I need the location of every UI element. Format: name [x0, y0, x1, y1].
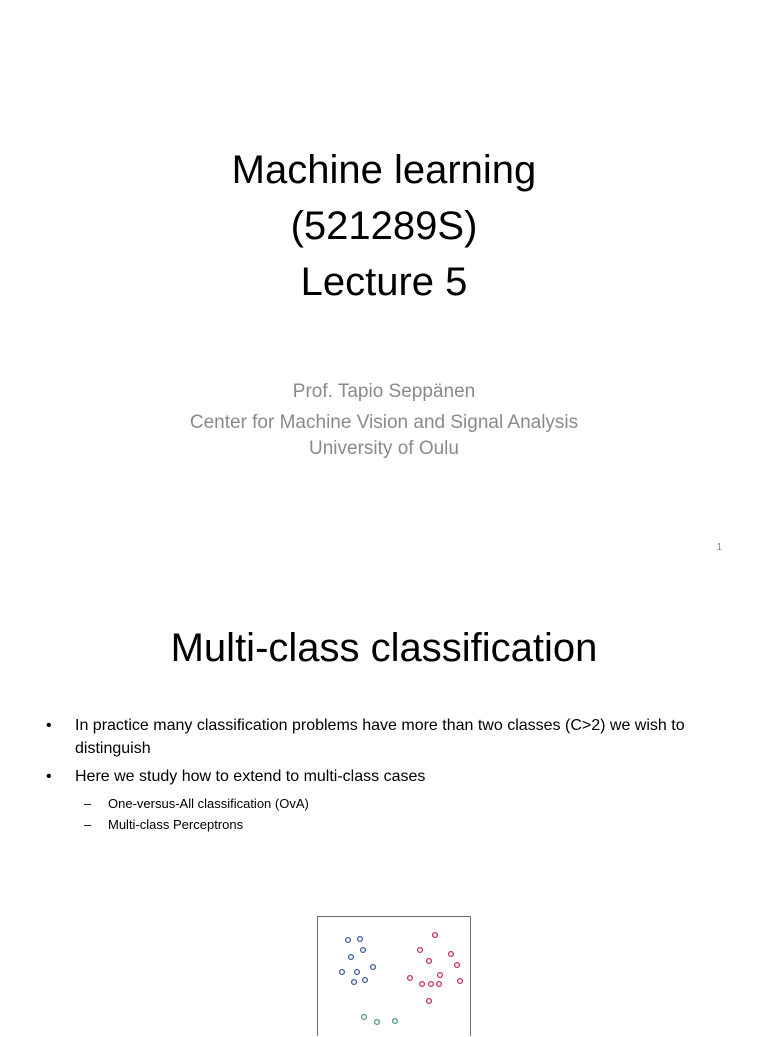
- sub-bullet-item: [46, 814, 736, 835]
- green-point: [362, 1015, 367, 1020]
- blue-point: [361, 948, 366, 953]
- title-line-3: Lecture 5: [300, 260, 468, 304]
- red-point: [437, 982, 442, 987]
- sub-bullet-text: Multi-class Perceptrons: [108, 817, 244, 832]
- affiliation-line-1: Center for Machine Vision and Signal Analysis: [189, 412, 579, 433]
- red-point: [420, 982, 425, 987]
- bullet-item: [46, 765, 736, 788]
- bullet-text: Here we study how to extend to multi-class cases: [75, 768, 426, 785]
- blue-class-points: [340, 937, 376, 985]
- red-point: [429, 982, 434, 987]
- red-point: [408, 976, 413, 981]
- red-point: [438, 973, 443, 978]
- sub-bullet-marker: –: [84, 796, 92, 811]
- red-point: [455, 963, 460, 968]
- red-point: [418, 948, 423, 953]
- bullet-text: In practice many classification problems have more than two classes (C>2) we wish to distinguish: [75, 717, 685, 757]
- bullet-list: [46, 714, 736, 835]
- blue-point: [358, 937, 363, 942]
- red-point: [427, 959, 432, 964]
- page-number: 1: [716, 542, 722, 553]
- blue-point: [340, 970, 345, 975]
- sub-bullet-item: [46, 793, 736, 814]
- sub-bullet-list: [46, 793, 736, 835]
- slide-title: Multi-class classification: [170, 626, 598, 670]
- bullet-item: [46, 714, 736, 760]
- sub-bullet-text: One-versus-All classification (OvA): [108, 796, 309, 811]
- bullet-marker: •: [46, 768, 52, 785]
- title-line-1: Machine learning: [231, 148, 537, 192]
- blue-point: [352, 980, 357, 985]
- red-point: [427, 999, 432, 1004]
- affiliation-line-2: University of Oulu: [309, 438, 459, 459]
- green-point: [393, 1019, 398, 1024]
- red-class-points: [408, 933, 463, 1004]
- content-slide: [0, 576, 768, 1024]
- blue-point: [371, 965, 376, 970]
- green-class-points: [362, 1015, 398, 1025]
- class-scatter-illustration: [317, 916, 471, 1036]
- bullet-marker: •: [46, 717, 52, 734]
- sub-bullet-marker: –: [84, 817, 92, 832]
- author-name: Prof. Tapio Seppänen: [292, 381, 476, 402]
- red-point: [433, 933, 438, 938]
- lecture-subtitle: [0, 378, 768, 462]
- red-point: [458, 979, 463, 984]
- blue-point: [346, 938, 351, 943]
- red-point: [449, 952, 454, 957]
- lecture-title: [0, 142, 768, 310]
- blue-point: [363, 978, 368, 983]
- blue-point: [349, 955, 354, 960]
- scatter-plot: [318, 917, 472, 1037]
- title-line-2: (521289S): [290, 204, 478, 248]
- blue-point: [355, 970, 360, 975]
